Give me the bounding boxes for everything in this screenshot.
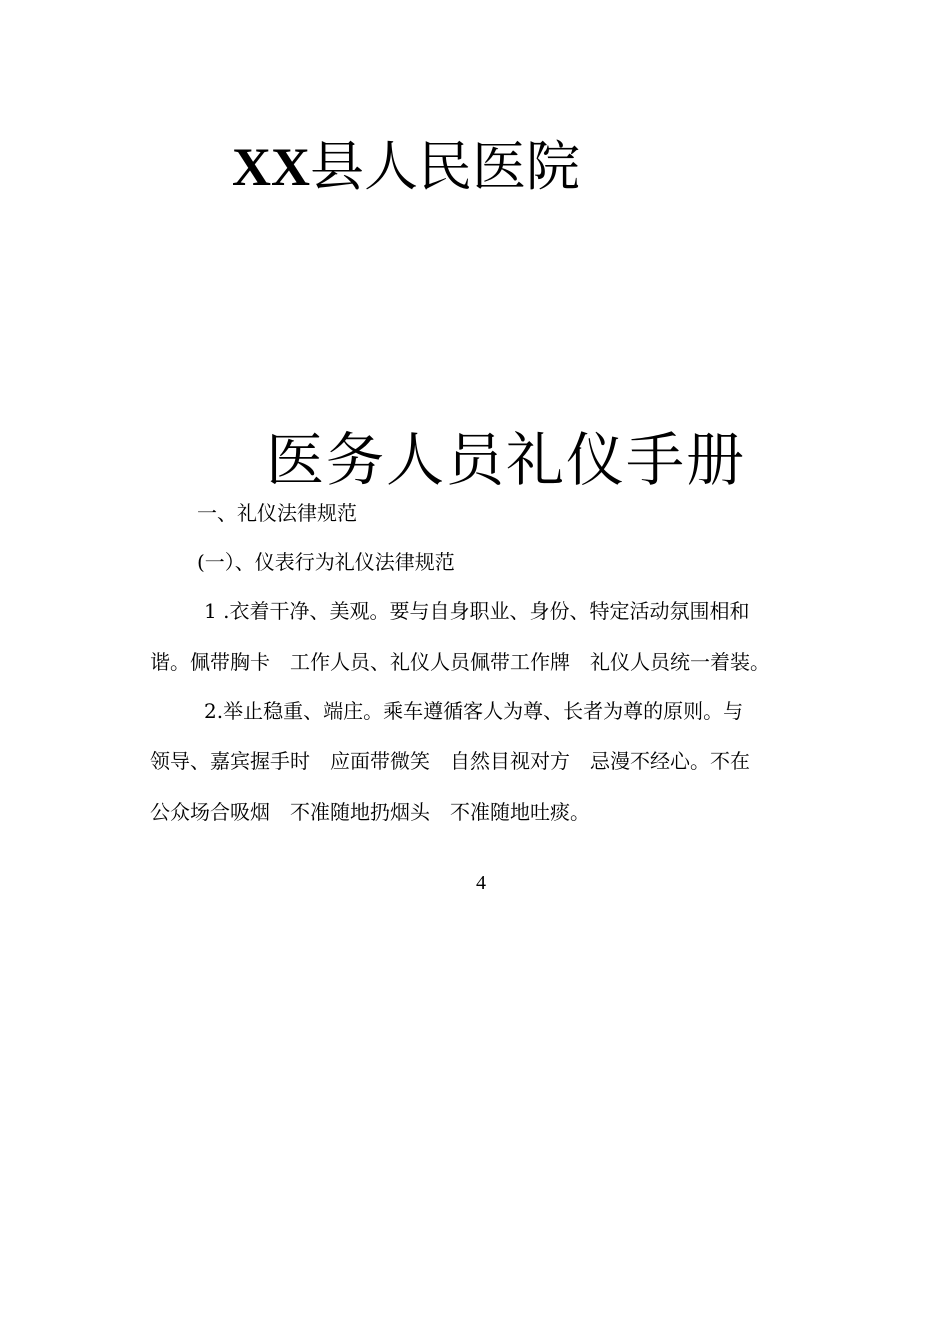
hospital-name bbox=[232, 132, 580, 202]
section-heading: 一、礼仪法律规范 bbox=[197, 501, 357, 525]
subsection-heading: (一）、仪表行为礼仪法律规范 bbox=[197, 550, 455, 574]
page-number: 4 bbox=[476, 872, 486, 894]
item2-line1: 2.举止稳重、端庄。乘车遵循客人为尊、长者为尊的原则。与 bbox=[204, 699, 744, 723]
item1-line2: 谐。佩带胸卡 工作人员、礼仪人员佩带工作牌 礼仪人员统一着装。 bbox=[150, 650, 770, 674]
item1-line1: 1 .衣着干净、美观。要与自身职业、身份、特定活动氛围相和 bbox=[204, 599, 750, 623]
hospital-name-prefix: XX bbox=[232, 137, 310, 197]
document-title: 医务人员礼仪手册 bbox=[266, 426, 747, 494]
item2-line2: 领导、嘉宾握手时 应面带微笑 自然目视对方 忌漫不经心。不在 bbox=[150, 749, 750, 773]
hospital-name-text: 县人民医院 bbox=[310, 135, 580, 198]
item2-line3: 公众场合吸烟 不准随地扔烟头 不准随地吐痰。 bbox=[150, 800, 590, 824]
